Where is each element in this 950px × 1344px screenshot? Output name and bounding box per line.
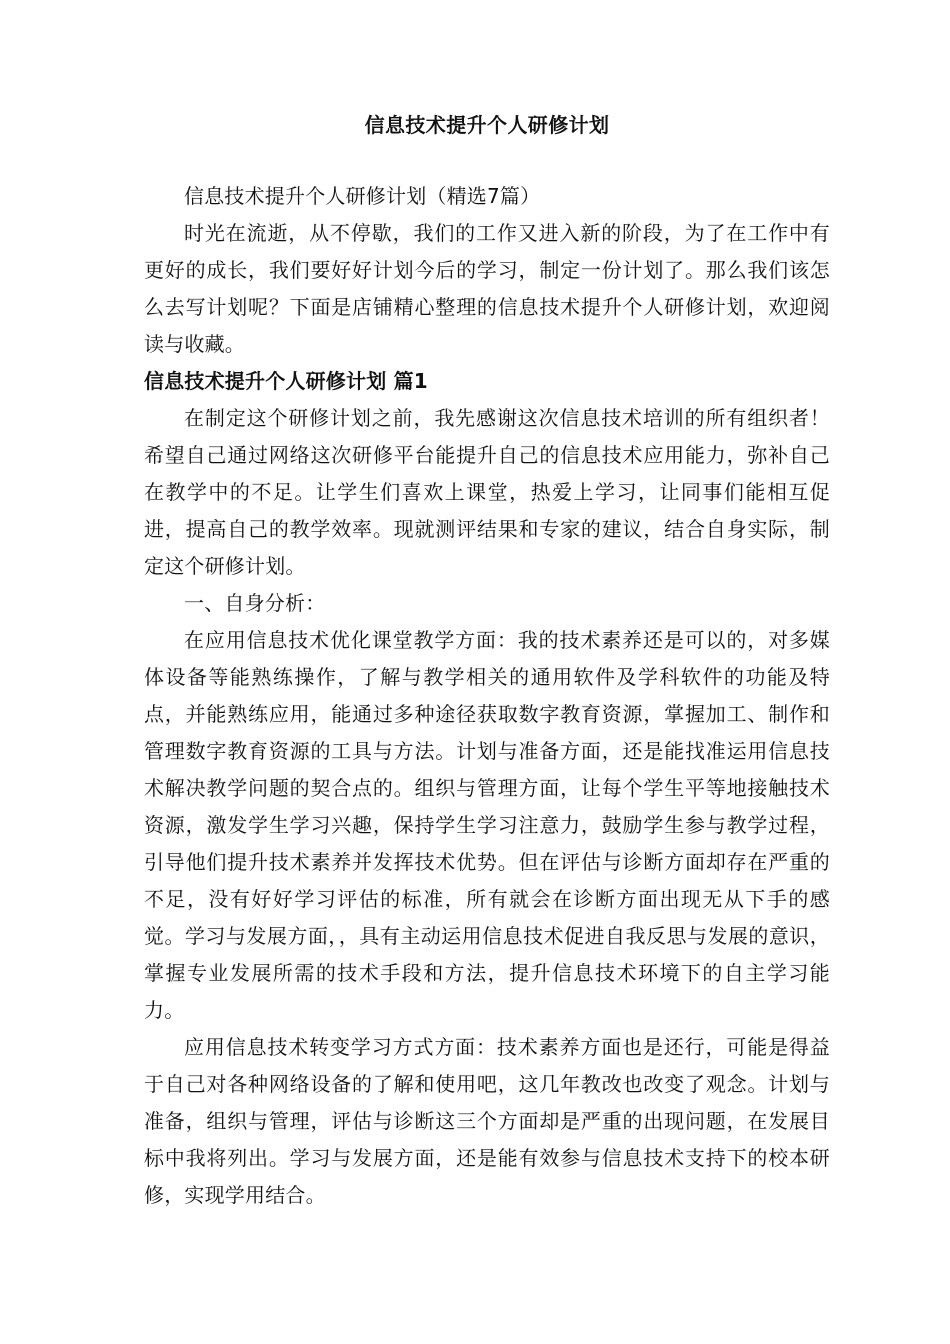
document-body <box>144 108 830 1214</box>
document-title: 信息技术提升个人研修计划 <box>364 113 610 137</box>
section-heading: 信息技术提升个人研修计划 篇1 <box>144 369 428 393</box>
body-paragraph: 应用信息技术转变学习方式方面：技术素养方面也是还行，可能是得益于自己对各种网络设备的了解和使用吧，这几年教改也改变了观念。计划与准备，组织与管理，评估与诊断这三个方面却是严重的出现问题，在发展目标中我将列出。学习与发展方面，还是能有效参与信息技术支持下的校本研修，实现学用结合。 <box>144 1035 830 1207</box>
intro-subtitle: 信息技术提升个人研修计划（精选7篇） <box>184 184 541 208</box>
subheading: 一、自身分析： <box>184 591 326 615</box>
body-paragraph: 在应用信息技术优化课堂教学方面：我的技术素养还是可以的，对多媒体设备等能熟练操作，了解与教学相关的通用软件及学科软件的功能及特点，并能熟练应用，能通过多种途径获取数字教育资源，掌握加工、制作和管理数字教育资源的工具与方法。计划与准备方面，还是能找准运用信息技术解决教学问题的契合点的。组织与管理方面，让每个学生平等地接触技术资源，激发学生学习兴趣，保持学生学习注意力，鼓励学生参与教学过程，引导他们提升技术素养并发挥技术优势。但在评估与诊断方面却存在严重的不足，没有好好学习评估的标准，所有就会在诊断方面出现无从下手的感觉。学习与发展方面，，具有主动运用信息技术促进自我反思与发展的意识，掌握专业发展所需的技术手段和方法，提升信息技术环境下的自主学习能力。 <box>144 628 830 1022</box>
body-paragraph: 在制定这个研修计划之前，我先感谢这次信息技术培训的所有组织者！希望自己通过网络这次研修平台能提升自己的信息技术应用能力，弥补自己在教学中的不足。让学生们喜欢上课堂，热爱上学习，让同事们能相互促进，提高自己的教学效率。现就测评结果和专家的建议，结合自身实际，制定这个研修计划。 <box>144 406 830 578</box>
intro-paragraph: 时光在流逝，从不停歇，我们的工作又进入新的阶段，为了在工作中有更好的成长，我们要好好计划今后的学习，制定一份计划了。那么我们该怎么去写计划呢？下面是店铺精心整理的信息技术提升个人研修计划，欢迎阅读与收藏。 <box>144 221 830 356</box>
